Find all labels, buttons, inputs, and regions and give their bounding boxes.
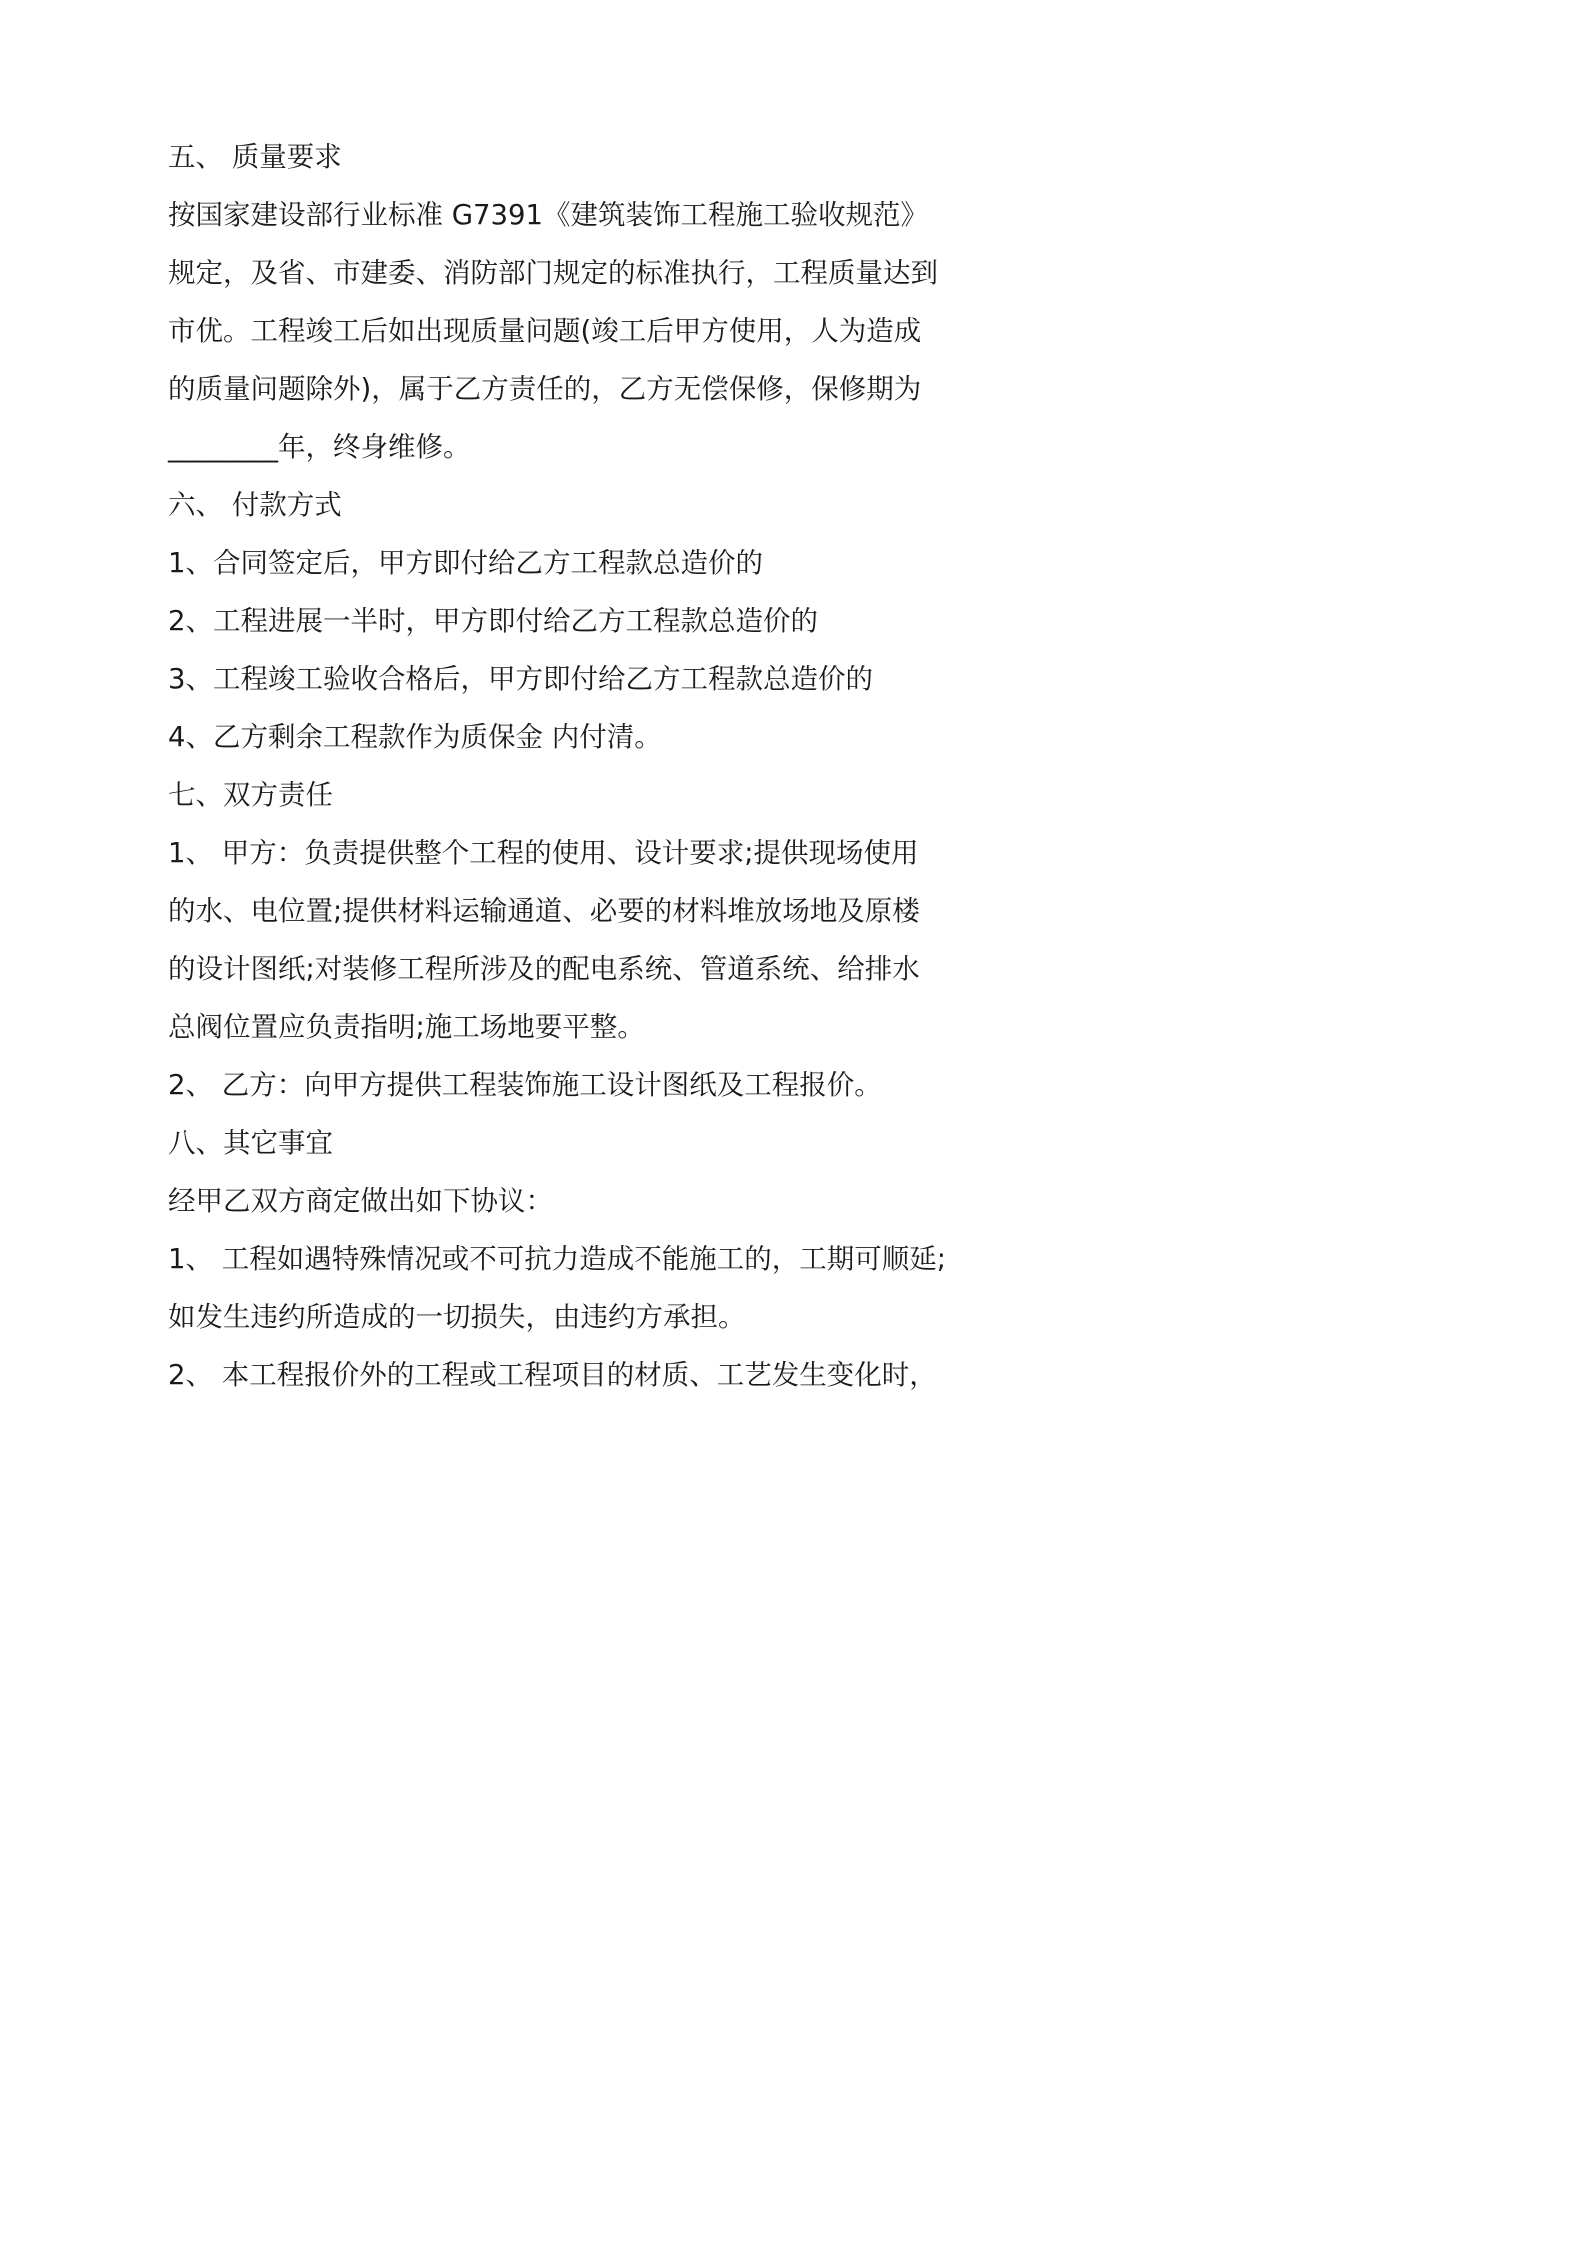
paragraph-line: 经甲乙双方商定做出如下协议： <box>168 1185 553 1217</box>
paragraph-line: 规定，及省、市建委、消防部门规定的标准执行，工程质量达到 <box>168 257 938 289</box>
list-item: 2、 本工程报价外的工程或工程项目的材质、工艺发生变化时， <box>168 1359 937 1391</box>
list-item: 2、工程进展一半时，甲方即付给乙方工程款总造价的 <box>168 605 818 637</box>
list-item: 1、 工程如遇特殊情况或不可抗力造成不能施工的，工期可顺延; <box>168 1243 947 1275</box>
document-page <box>168 128 948 1404</box>
paragraph-line: ________年，终身维修。 <box>168 431 471 463</box>
paragraph-line: 如发生违约所造成的一切损失，由违约方承担。 <box>168 1301 746 1333</box>
paragraph-line: 总阀位置应负责指明;施工场地要平整。 <box>168 1011 645 1043</box>
list-item: 3、工程竣工验收合格后，甲方即付给乙方工程款总造价的 <box>168 663 873 695</box>
section-heading-responsibilities: 七、双方责任 <box>168 779 333 811</box>
section-heading-other-matters: 八、其它事宜 <box>168 1127 333 1159</box>
list-item: 1、 甲方：负责提供整个工程的使用、设计要求;提供现场使用 <box>168 837 919 869</box>
paragraph-line: 的水、电位置;提供材料运输通道、必要的材料堆放场地及原楼 <box>168 895 920 927</box>
section-heading-payment: 六、 付款方式 <box>168 489 342 521</box>
list-item: 4、乙方剩余工程款作为质保金 内付清。 <box>168 721 662 753</box>
paragraph-line: 按国家建设部行业标准 G7391《建筑装饰工程施工验收规范》 <box>168 199 929 231</box>
section-heading-quality: 五、 质量要求 <box>168 141 342 173</box>
paragraph-line: 的质量问题除外)，属于乙方责任的，乙方无偿保修，保修期为 <box>168 373 922 405</box>
paragraph-line: 的设计图纸;对装修工程所涉及的配电系统、管道系统、给排水 <box>168 953 920 985</box>
list-item: 1、合同签定后，甲方即付给乙方工程款总造价的 <box>168 547 763 579</box>
paragraph-line: 市优。工程竣工后如出现质量问题(竣工后甲方使用，人为造成 <box>168 315 922 347</box>
list-item: 2、 乙方：向甲方提供工程装饰施工设计图纸及工程报价。 <box>168 1069 882 1101</box>
